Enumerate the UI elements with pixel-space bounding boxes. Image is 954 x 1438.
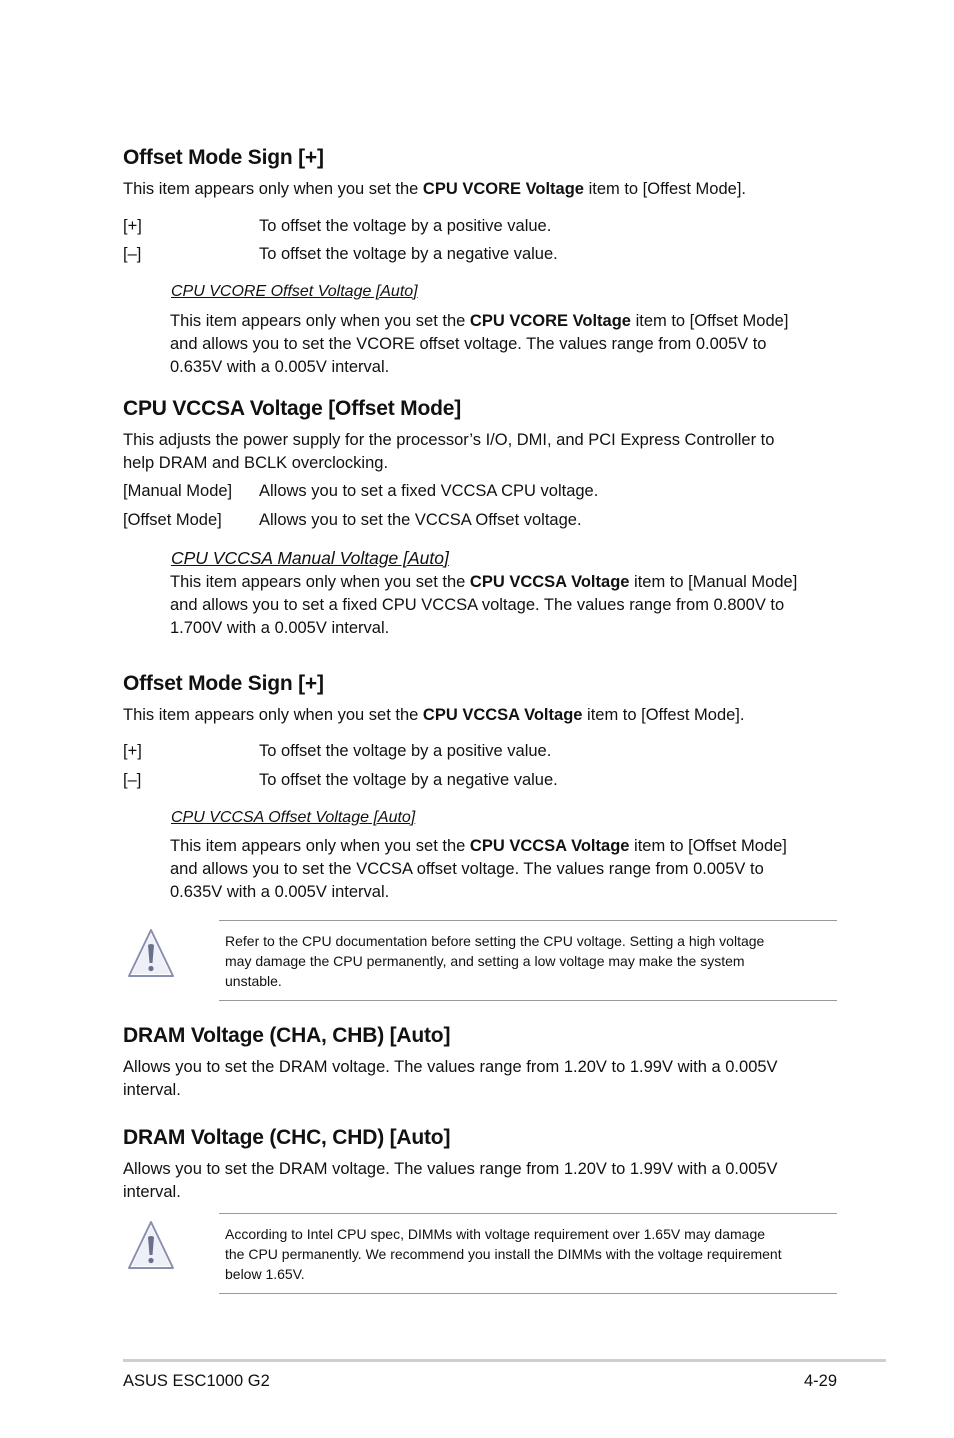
subitem-title: CPU VCORE Offset Voltage [Auto] xyxy=(171,283,418,300)
note-top-rule xyxy=(219,920,837,921)
subitem-description: This item appears only when you set the CPU VCCSA Voltage item to [Manual Mode] and allows you to set a fixed CPU VCCSA voltage. The values range from 0.800V to 1.700V with a 0.005V interval. xyxy=(170,573,798,637)
option-key: [Manual Mode] xyxy=(123,482,233,500)
note-top-rule xyxy=(219,1213,837,1214)
option-key: [Offset Mode] xyxy=(123,511,222,529)
subitem-description: This item appears only when you set the CPU VCORE Voltage item to [Offset Mode] and allows you to set the VCORE offset voltage. The values range from 0.005V to 0.635V with a 0.005V interval. xyxy=(170,312,789,376)
heading-offset-mode-sign: Offset Mode Sign [+] xyxy=(123,672,324,695)
note-text: According to Intel CPU spec, DIMMs with voltage requirement over 1.65V may damage the CPU permanently. We recommend you install the DIMMs with the voltage requirement below 1.65V. xyxy=(225,1226,782,1282)
note-text: Refer to the CPU documentation before setting the CPU voltage. Setting a high voltage may damage the CPU permanently, and setting a low voltage may make the system unstable. xyxy=(225,933,765,989)
subitem-title: CPU VCCSA Offset Voltage [Auto] xyxy=(171,809,416,826)
paragraph-offset-intro: This item appears only when you set the CPU VCCSA Voltage item to [Offest Mode]. xyxy=(123,706,745,724)
paragraph-dram-ab: Allows you to set the DRAM voltage. The values range from 1.20V to 1.99V with a 0.005V interval. xyxy=(123,1058,778,1099)
option-key: [+] xyxy=(123,742,142,760)
heading-dram-voltage-cha-chb: DRAM Voltage (CHA, CHB) [Auto] xyxy=(123,1024,451,1047)
subitem-title: CPU VCCSA Manual Voltage [Auto] xyxy=(171,548,449,568)
warning-icon xyxy=(124,1219,178,1271)
subitem-description: This item appears only when you set the CPU VCCSA Voltage item to [Offset Mode] and allows you to set the VCCSA offset voltage. The values range from 0.005V to 0.635V with a 0.005V interval. xyxy=(170,837,787,901)
footer-rule xyxy=(123,1359,886,1362)
option-desc: To offset the voltage by a positive value. xyxy=(259,742,552,760)
option-key: [–] xyxy=(123,245,142,263)
paragraph-dram-cd: Allows you to set the DRAM voltage. The values range from 1.20V to 1.99V with a 0.005V interval. xyxy=(123,1160,778,1201)
option-desc: Allows you to set the VCCSA Offset voltage. xyxy=(259,511,582,529)
note-bottom-rule xyxy=(219,1000,837,1001)
option-key: [–] xyxy=(123,771,142,789)
option-desc: To offset the voltage by a negative value. xyxy=(259,771,558,789)
heading-dram-voltage-chc-chd: DRAM Voltage (CHC, CHD) [Auto] xyxy=(123,1126,451,1149)
heading-offset-mode-sign: Offset Mode Sign [+] xyxy=(123,146,324,169)
paragraph-vccsa-desc: This adjusts the power supply for the processor’s I/O, DMI, and PCI Express Controller to help DRAM and BCLK overclocking. xyxy=(123,431,775,472)
heading-cpu-vccsa-voltage: CPU VCCSA Voltage [Offset Mode] xyxy=(123,397,461,420)
footer-product-name: ASUS ESC1000 G2 xyxy=(123,1372,270,1390)
option-desc: Allows you to set a fixed VCCSA CPU voltage. xyxy=(259,482,599,500)
option-key: [+] xyxy=(123,217,142,235)
warning-icon xyxy=(124,927,178,979)
option-desc: To offset the voltage by a negative value. xyxy=(259,245,558,263)
note-bottom-rule xyxy=(219,1293,837,1294)
footer-page-number: 4-29 xyxy=(803,1372,837,1390)
option-desc: To offset the voltage by a positive value. xyxy=(259,217,552,235)
paragraph-offset-intro: This item appears only when you set the CPU VCORE Voltage item to [Offest Mode]. xyxy=(123,180,746,198)
